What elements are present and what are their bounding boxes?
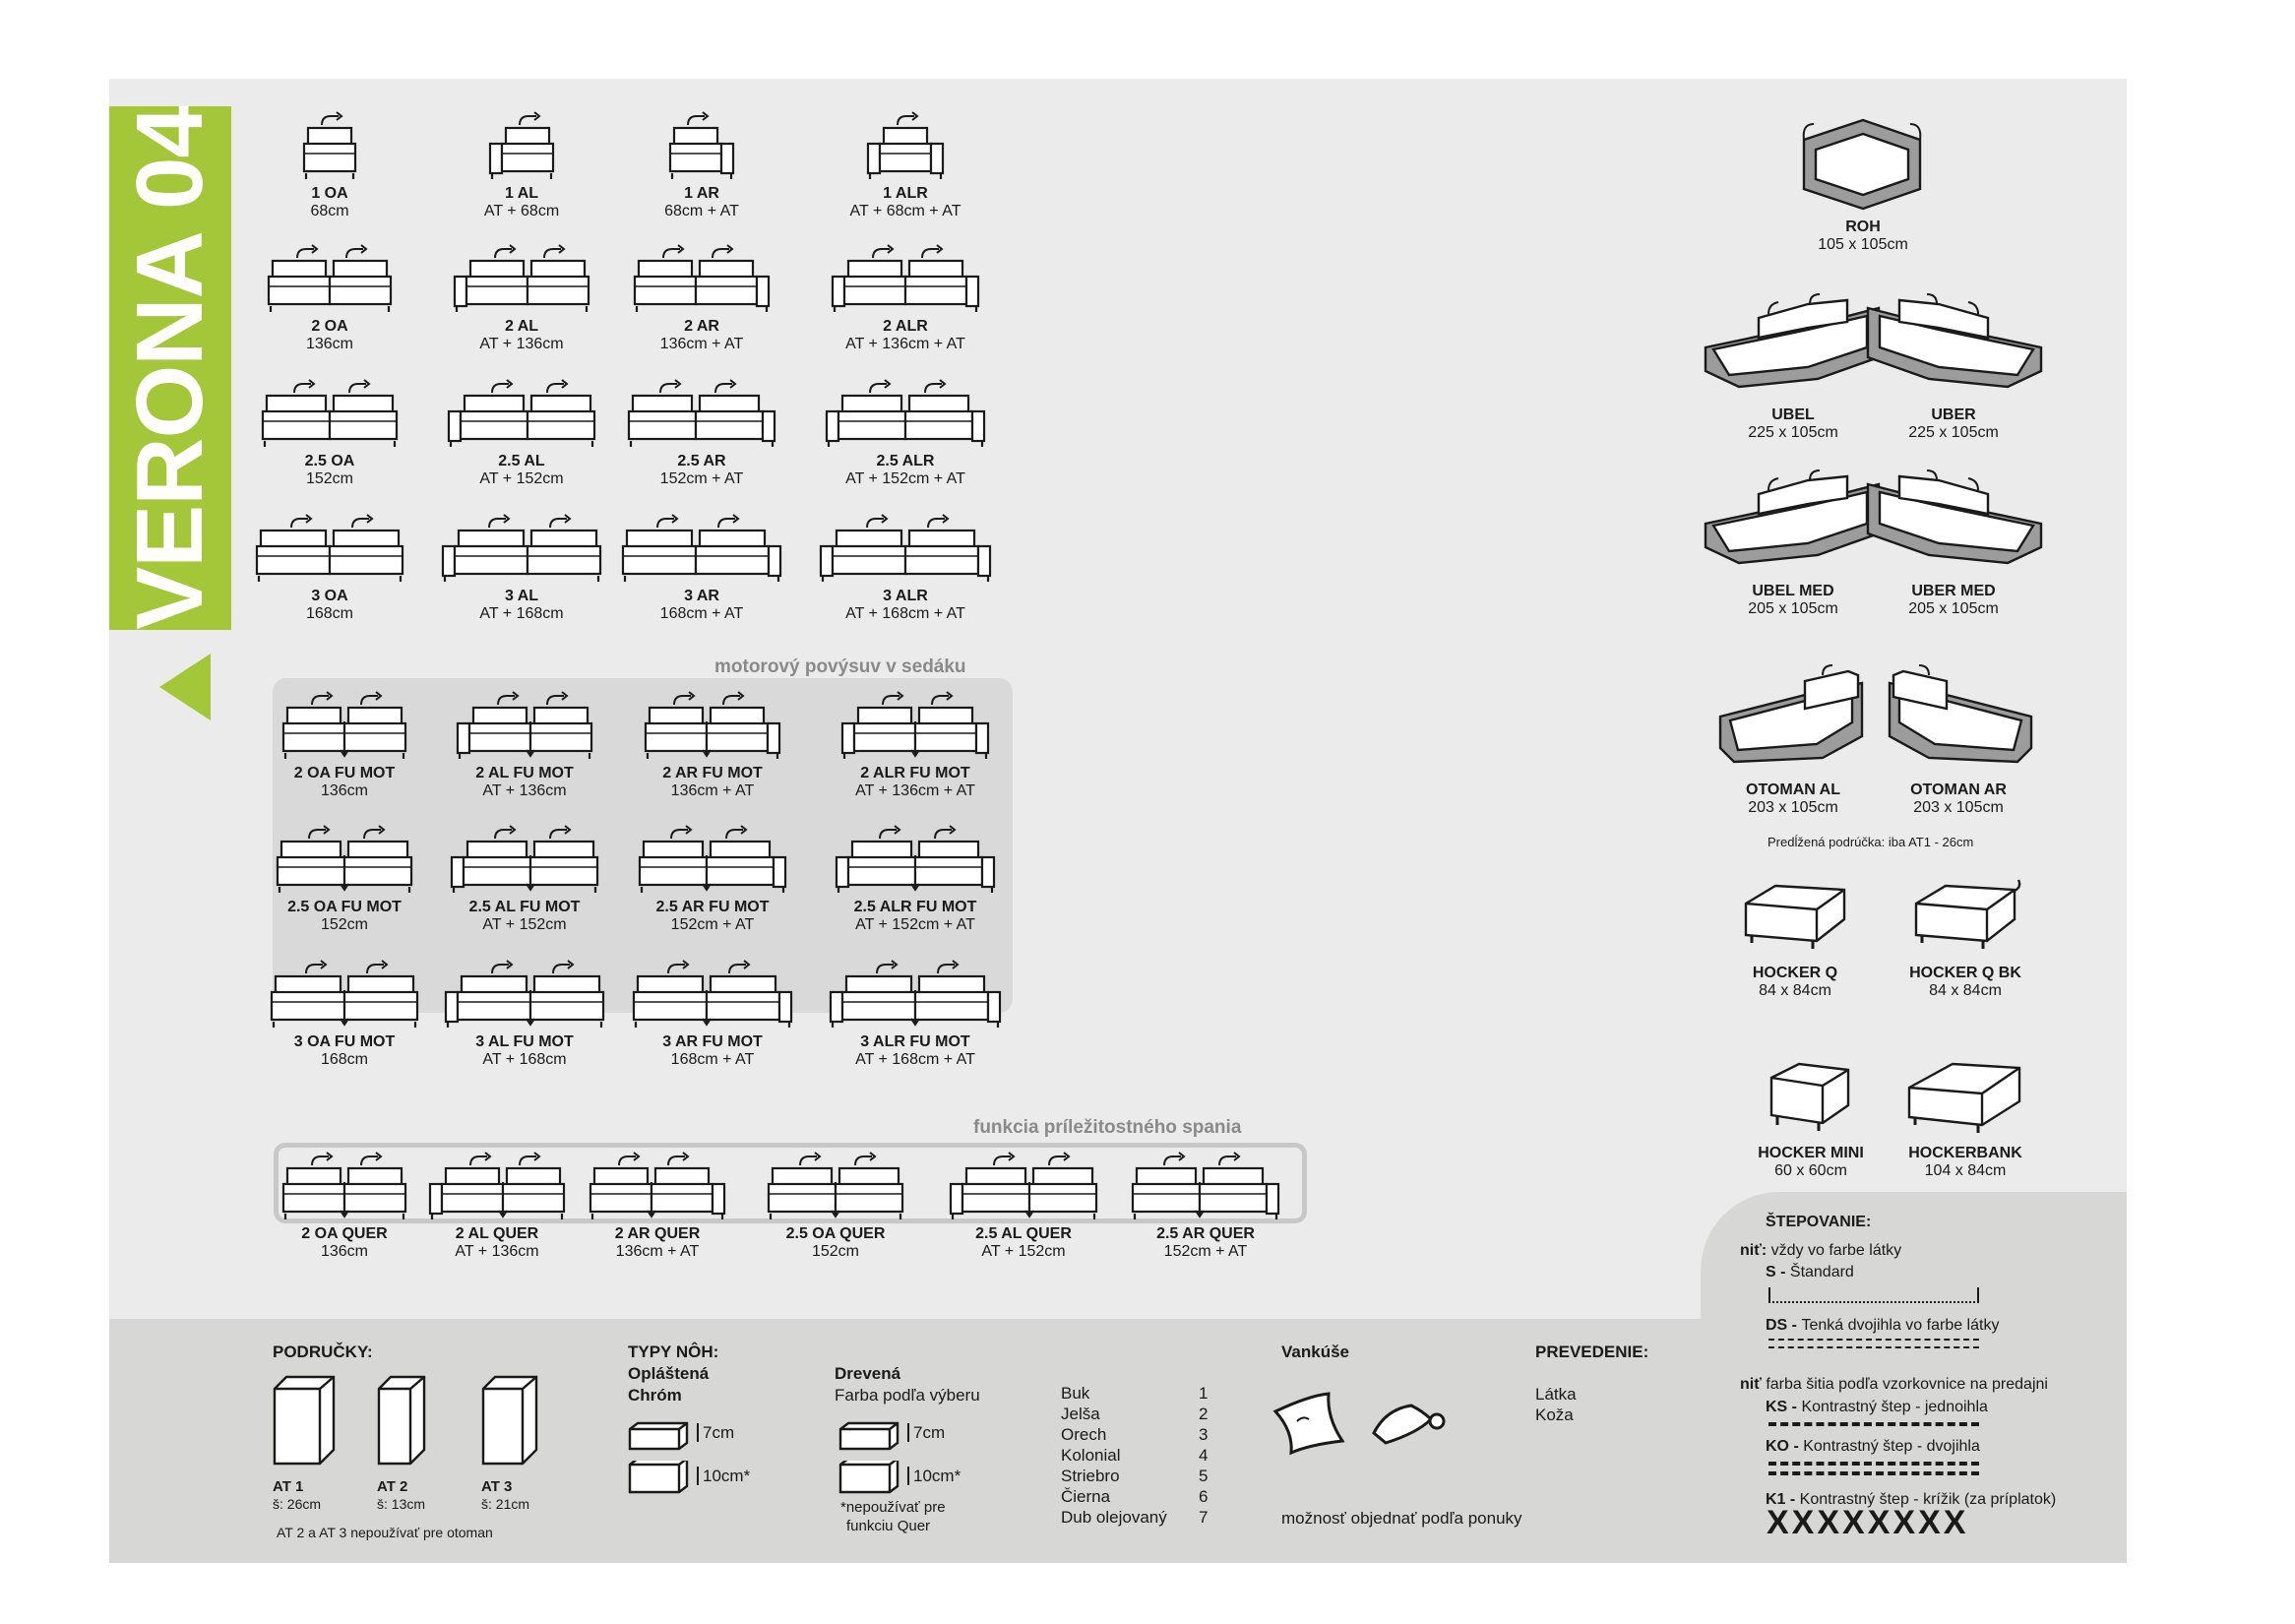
figure-name: 1 AR <box>684 185 719 202</box>
figure-size: 136cm <box>320 782 369 799</box>
figure-name: 1 OA <box>311 185 348 202</box>
2-5-ar-icon <box>603 374 800 453</box>
figure-name: 2 AL FU MOT <box>475 765 574 781</box>
figure-name: 2 OA FU MOT <box>293 765 396 781</box>
figure-name: 2.5 ALR <box>876 453 935 469</box>
stitching-title: ŠTEPOVANIE: <box>1766 1214 1872 1230</box>
figure-2-5-ar <box>603 374 800 488</box>
figure-size: 225 x 105cm <box>1908 424 1999 441</box>
figure-name: UBER <box>1931 406 1976 423</box>
figure-3-al-fu-mot <box>426 955 623 1069</box>
figure-name: HOCKER Q BK <box>1909 965 2021 981</box>
figure-name: UBEL <box>1771 406 1815 423</box>
figure-2-5-ar-quer <box>1107 1147 1304 1261</box>
1-alr-icon <box>807 106 1004 185</box>
figure-name: 2 ALR <box>883 318 928 335</box>
figure-name: 2 AR QUER <box>614 1225 701 1242</box>
figure-size: 205 x 105cm <box>1748 600 1838 617</box>
3-oa-fu-mot-icon <box>246 955 443 1033</box>
leg-icon <box>838 1417 901 1451</box>
armrest-name: AT 1 <box>273 1478 304 1495</box>
stitch-k1-code: K1 - <box>1766 1491 1800 1508</box>
figure-size: AT + 168cm <box>479 605 564 622</box>
figure-name: 2 ALR FU MOT <box>860 765 970 781</box>
figure-size: 136cm + AT <box>670 782 755 799</box>
2-ar-quer-icon <box>559 1147 756 1225</box>
figure-name: OTOMAN AL <box>1746 781 1840 798</box>
stitch-s-text: Štandard <box>1789 1264 1854 1280</box>
figure-size: AT + 136cm <box>455 1243 539 1260</box>
3-oa-icon <box>231 509 428 588</box>
figure-name: 3 ALR FU MOT <box>860 1033 970 1050</box>
figure-uber-med <box>1855 461 2052 618</box>
wood-color-name: Dub olejovaný <box>1061 1508 1167 1527</box>
figure-3-ar-fu-mot <box>614 955 811 1069</box>
stitch-ko-code: KO - <box>1766 1438 1804 1455</box>
2-5-al-fu-mot-icon <box>426 820 623 899</box>
2-5-ar-fu-mot-icon <box>614 820 811 899</box>
figure-size: 136cm + AT <box>659 336 744 352</box>
figure-2-oa-fu-mot <box>246 686 443 800</box>
figure-name: 2 OA QUER <box>301 1225 388 1242</box>
figure-name: HOCKER MINI <box>1758 1145 1864 1161</box>
figure-size: 136cm + AT <box>615 1243 700 1260</box>
execution-item: Látka <box>1535 1385 1577 1404</box>
hocker-q-bk-icon <box>1867 868 2064 965</box>
stitch-ds-code: DS - <box>1766 1317 1802 1334</box>
figure-name: 2.5 ALR FU MOT <box>853 899 977 915</box>
legs-note-1: *nepoužívať pre <box>840 1499 946 1516</box>
figure-name: 1 AL <box>504 185 539 202</box>
figure-3-oa-fu-mot <box>246 955 443 1069</box>
stitching-thread2 <box>1740 1376 2048 1394</box>
2-alr-icon <box>807 239 1004 318</box>
figure-name: 2 OA <box>311 318 348 335</box>
figure-size: 168cm + AT <box>659 605 744 622</box>
uber-med-icon <box>1855 461 2052 583</box>
wood-color-name: Čierna <box>1061 1487 1111 1506</box>
figure-size: 104 x 84cm <box>1924 1162 2007 1179</box>
figure-name: 3 AR <box>684 588 719 604</box>
wood-color-name: Jelša <box>1061 1405 1100 1423</box>
stitch-ko <box>1766 1438 1980 1456</box>
figure-3-alr <box>807 509 1004 623</box>
stitch-ko-sample <box>1768 1462 1979 1475</box>
figure-name: 3 OA FU MOT <box>293 1033 396 1050</box>
figure-name: 2.5 AL QUER <box>975 1225 1072 1242</box>
figure-2-5-al-fu-mot <box>426 820 623 934</box>
cushions-title: Vankúše <box>1281 1343 1349 1361</box>
wood-color-code: 7 <box>1199 1508 1209 1527</box>
3-ar-fu-mot-icon <box>614 955 811 1033</box>
figure-2-al <box>423 239 620 353</box>
leg-option <box>628 1461 750 1494</box>
stitch-k1-text: Kontrastný štep - krížik (za príplatok) <box>1799 1491 2057 1508</box>
figure-size: 84 x 84cm <box>1929 982 2002 999</box>
figure-1-alr <box>807 106 1004 220</box>
figure-2-5-oa-quer <box>737 1147 934 1261</box>
figure-hockerbank <box>1867 1027 2064 1180</box>
figure-name: 2.5 OA FU MOT <box>287 899 402 915</box>
figure-size: 152cm + AT <box>670 916 755 933</box>
legs-title: TYPY NÔH: <box>628 1343 719 1361</box>
stitch-ko-text: Kontrastný štep - dvojihla <box>1803 1438 1980 1455</box>
2-oa-icon <box>231 239 428 318</box>
otoman-note: Predĺžená podrúčka: iba AT1 - 26cm <box>1768 835 1974 849</box>
legs-wood-sub: Farba podľa výberu <box>835 1386 980 1405</box>
2-oa-fu-mot-icon <box>246 686 443 765</box>
figure-size: 68cm + AT <box>664 203 739 219</box>
figure-size: 136cm <box>320 1243 369 1260</box>
figure-2-5-ar-fu-mot <box>614 820 811 934</box>
armrest-size: š: 13cm <box>377 1496 426 1512</box>
2-al-icon <box>423 239 620 318</box>
thread1-text: vždy vo farbe látky <box>1767 1242 1902 1259</box>
figure-size: 152cm <box>320 916 369 933</box>
motor-section-title: motorový povýsuv v sedáku <box>714 656 966 677</box>
hockerbank-icon <box>1867 1027 2064 1145</box>
figure-size: 168cm <box>320 1051 369 1068</box>
figure-otoman-ar <box>1860 659 2057 817</box>
stitch-k1-sample: XXXXXXXX <box>1767 1504 1969 1541</box>
figure-size: AT + 168cm <box>482 1051 567 1068</box>
otoman-ar-icon <box>1860 659 2057 781</box>
leg-icon <box>628 1461 691 1494</box>
figure-name: 2.5 AL <box>498 453 545 469</box>
figure-size: AT + 168cm + AT <box>855 1051 975 1068</box>
figure-size: 152cm <box>811 1243 860 1260</box>
armrest-icon <box>377 1373 426 1468</box>
2-ar-fu-mot-icon <box>614 686 811 765</box>
figure-roh <box>1765 108 1961 254</box>
figure-3-al <box>423 509 620 623</box>
armrest-size: š: 26cm <box>273 1496 322 1512</box>
cushion-square-icon <box>1270 1388 1348 1462</box>
figure-name: 2 AL <box>504 318 539 335</box>
figure-size: AT + 152cm + AT <box>845 470 965 487</box>
figure-3-ar <box>603 509 800 623</box>
figure-name: ROH <box>1845 219 1881 235</box>
execution-item: Koža <box>1535 1405 1574 1424</box>
figure-3-alr-fu-mot <box>817 955 1014 1069</box>
figure-name: 3 AL <box>504 588 539 604</box>
figure-2-ar-fu-mot <box>614 686 811 800</box>
figure-1-oa <box>231 106 428 220</box>
stitch-ks-text: Kontrastný štep - jednoihla <box>1801 1399 1988 1415</box>
wood-color-code: 6 <box>1199 1487 1209 1506</box>
figure-name: 2.5 AR QUER <box>1156 1225 1255 1242</box>
figure-size: 203 x 105cm <box>1913 799 2004 816</box>
brand-title: VERONA 04 <box>117 106 222 630</box>
stitch-s-sample <box>1768 1287 1979 1303</box>
wood-color-code: 1 <box>1199 1384 1209 1403</box>
1-ar-icon <box>603 106 800 185</box>
execution-title: PREVEDENIE: <box>1535 1343 1649 1361</box>
leg-option <box>838 1417 945 1451</box>
figure-2-ar <box>603 239 800 353</box>
3-al-fu-mot-icon <box>426 955 623 1033</box>
2-5-al-quer-icon <box>925 1147 1122 1225</box>
brand-arrow-icon <box>159 654 211 720</box>
stitch-ks-sample <box>1768 1422 1979 1426</box>
figure-3-oa <box>231 509 428 623</box>
cushions-note: možnosť objednať podľa ponuky <box>1281 1509 1522 1528</box>
figure-size: AT + 136cm + AT <box>845 336 965 352</box>
figure-name: 2.5 OA <box>304 453 355 469</box>
legs-wood-title: Drevená <box>835 1364 901 1383</box>
wood-color-name: Buk <box>1061 1384 1090 1403</box>
wood-color-name: Kolonial <box>1061 1446 1121 1465</box>
figure-hocker-q <box>1697 868 1893 1000</box>
2-ar-icon <box>603 239 800 318</box>
thread1-label: niť: <box>1740 1242 1768 1259</box>
leg-size: 10cm* <box>697 1467 750 1485</box>
leg-option <box>628 1417 734 1451</box>
2-5-alr-fu-mot-icon <box>817 820 1014 899</box>
wood-color-name: Orech <box>1061 1425 1107 1444</box>
figure-name: 2 AL QUER <box>455 1225 539 1242</box>
2-alr-fu-mot-icon <box>817 686 1014 765</box>
leg-size: 10cm* <box>907 1467 961 1485</box>
figure-name: 3 AR FU MOT <box>662 1033 763 1050</box>
armrest-icon <box>481 1373 538 1468</box>
figure-1-ar <box>603 106 800 220</box>
figure-name: 1 ALR <box>883 185 928 202</box>
figure-name: 2 AR FU MOT <box>662 765 763 781</box>
figure-name: UBER MED <box>1911 583 1996 599</box>
1-al-icon <box>423 106 620 185</box>
figure-size: 168cm + AT <box>670 1051 755 1068</box>
figure-name: 2 AR <box>684 318 719 335</box>
stitch-ks <box>1766 1399 1988 1416</box>
figure-size: AT + 152cm <box>479 470 564 487</box>
figure-size: AT + 136cm + AT <box>855 782 975 799</box>
stitch-ds <box>1766 1317 1999 1335</box>
figure-size: 168cm <box>305 605 354 622</box>
figure-size: AT + 152cm <box>482 916 567 933</box>
2-5-oa-quer-icon <box>737 1147 934 1225</box>
stitch-s <box>1766 1264 1854 1281</box>
2-5-al-icon <box>423 374 620 453</box>
armrest-at-2 <box>377 1373 426 1512</box>
figure-name: 2.5 AR <box>677 453 726 469</box>
figure-2-alr <box>807 239 1004 353</box>
figure-hocker-q-bk <box>1867 868 2064 1000</box>
2-5-oa-icon <box>231 374 428 453</box>
figure-2-5-oa-fu-mot <box>246 820 443 934</box>
figure-size: 68cm <box>310 203 349 219</box>
armrest-name: AT 2 <box>377 1478 408 1495</box>
stitch-ks-code: KS - <box>1766 1399 1802 1415</box>
leg-icon <box>628 1417 691 1451</box>
hocker-q-icon <box>1697 868 1893 965</box>
figure-uber <box>1855 288 2052 442</box>
wood-color-code: 4 <box>1199 1446 1209 1465</box>
wood-color-code: 3 <box>1199 1425 1209 1444</box>
figure-size: 205 x 105cm <box>1908 600 1999 617</box>
figure-size: 225 x 105cm <box>1748 424 1838 441</box>
leg-size: 7cm <box>697 1423 734 1442</box>
stitching-thread1 <box>1740 1242 1901 1260</box>
armrest-size: š: 21cm <box>481 1496 530 1512</box>
figure-size: AT + 168cm + AT <box>845 605 965 622</box>
figure-name: 2.5 AR FU MOT <box>655 899 770 915</box>
figure-size: AT + 68cm <box>483 203 560 219</box>
figure-1-al <box>423 106 620 220</box>
figure-size: 60 x 60cm <box>1774 1162 1847 1179</box>
stitch-ds-sample <box>1768 1339 1979 1348</box>
armrests-note: AT 2 a AT 3 nepoužívať pre otoman <box>277 1525 493 1540</box>
armrest-at-3 <box>481 1373 538 1512</box>
figure-size: AT + 152cm + AT <box>855 916 975 933</box>
thread2-text: farba šitia podľa vzorkovnice na predajni <box>1761 1376 2048 1393</box>
leg-icon <box>838 1461 901 1494</box>
cushion-roll-icon <box>1366 1394 1449 1454</box>
1-oa-icon <box>231 106 428 185</box>
armrests-title: PODRUČKY: <box>273 1343 373 1361</box>
figure-size: AT + 136cm <box>479 336 564 352</box>
leg-size: 7cm <box>907 1423 945 1442</box>
figure-2-5-oa <box>231 374 428 488</box>
figure-name: 3 ALR <box>883 588 928 604</box>
legs-note-2: funkciu Quer <box>846 1518 931 1534</box>
wood-color-code: 2 <box>1199 1405 1209 1423</box>
figure-name: HOCKERBANK <box>1908 1145 2022 1161</box>
2-5-alr-icon <box>807 374 1004 453</box>
figure-name: 3 OA <box>311 588 348 604</box>
3-ar-icon <box>603 509 800 588</box>
figure-2-alr-fu-mot <box>817 686 1014 800</box>
figure-2-al-fu-mot <box>426 686 623 800</box>
figure-size: 152cm + AT <box>1163 1243 1248 1260</box>
legs-chrome-title: Opláštená <box>628 1364 710 1383</box>
armrest-icon <box>273 1373 336 1468</box>
3-al-icon <box>423 509 620 588</box>
figure-size: AT + 68cm + AT <box>849 203 961 219</box>
figure-2-ar-quer <box>559 1147 756 1261</box>
wood-color-name: Striebro <box>1061 1467 1120 1485</box>
figure-name: 2.5 OA QUER <box>785 1225 886 1242</box>
figure-name: 2.5 AL FU MOT <box>468 899 581 915</box>
stitch-s-code: S - <box>1766 1264 1790 1280</box>
roh-icon <box>1765 108 1961 219</box>
2-5-oa-fu-mot-icon <box>246 820 443 899</box>
figure-size: 152cm + AT <box>659 470 744 487</box>
figure-size: 136cm <box>305 336 354 352</box>
figure-size: 203 x 105cm <box>1748 799 1838 816</box>
figure-2-oa <box>231 239 428 353</box>
2-al-fu-mot-icon <box>426 686 623 765</box>
3-alr-icon <box>807 509 1004 588</box>
thread2-label: niť <box>1740 1376 1762 1393</box>
figure-name: HOCKER Q <box>1752 965 1838 981</box>
figure-2-5-al <box>423 374 620 488</box>
figure-size: AT + 152cm <box>981 1243 1066 1260</box>
stitch-ds-text: Tenká dvojihla vo farbe látky <box>1801 1317 2000 1334</box>
2-5-ar-quer-icon <box>1107 1147 1304 1225</box>
legs-chrome-sub: Chróm <box>628 1386 682 1405</box>
3-alr-fu-mot-icon <box>817 955 1014 1033</box>
uber-icon <box>1855 288 2052 406</box>
figure-2-5-alr-fu-mot <box>817 820 1014 934</box>
figure-2-5-alr <box>807 374 1004 488</box>
figure-name: 3 AL FU MOT <box>475 1033 574 1050</box>
armrest-name: AT 3 <box>481 1478 513 1495</box>
wood-color-code: 5 <box>1199 1467 1209 1485</box>
sleep-section-title: funkcia príležitostného spania <box>973 1117 1242 1138</box>
leg-option <box>838 1461 961 1494</box>
figure-size: AT + 136cm <box>482 782 567 799</box>
figure-size: 152cm <box>305 470 354 487</box>
figure-size: 105 x 105cm <box>1818 236 1908 253</box>
figure-name: OTOMAN AR <box>1910 781 2007 798</box>
armrest-at-1 <box>273 1373 336 1512</box>
figure-size: 84 x 84cm <box>1759 982 1831 999</box>
figure-2-5-al-quer <box>925 1147 1122 1261</box>
figure-name: UBEL MED <box>1752 583 1834 599</box>
